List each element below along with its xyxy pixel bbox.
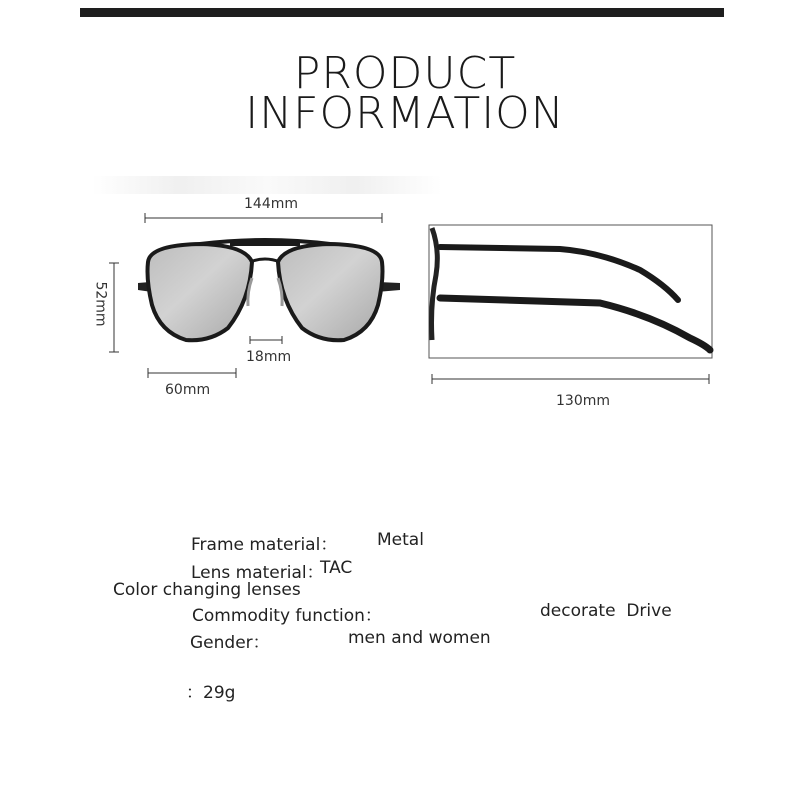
lens-material-value: TAC bbox=[320, 558, 353, 578]
frame-material-label: Frame material： bbox=[191, 535, 338, 555]
bridge-dimension-line bbox=[250, 336, 282, 344]
lens-material-label: Lens material： bbox=[191, 563, 324, 583]
width-label: 144mm bbox=[244, 196, 298, 212]
lens-label: 60mm bbox=[165, 382, 211, 398]
page-title-line1: PRODUCT bbox=[293, 48, 517, 99]
height-label: 52mm bbox=[92, 281, 109, 327]
weight-value: ：29g bbox=[186, 683, 236, 703]
width-dimension-line bbox=[145, 213, 382, 223]
glasses-front-view bbox=[138, 240, 400, 340]
function-label: Commodity function： bbox=[192, 606, 382, 626]
glasses-side-view bbox=[432, 228, 711, 350]
frame-material-value: Metal bbox=[377, 530, 424, 550]
temple-dimension-line bbox=[432, 374, 709, 384]
lens-feature: Color changing lenses bbox=[113, 580, 301, 600]
function-value: decorate Drive bbox=[540, 601, 672, 621]
height-dimension-line bbox=[109, 263, 119, 352]
temple-label: 130mm bbox=[556, 393, 610, 409]
lens-dimension-line bbox=[148, 368, 236, 378]
page-title-line2: INFORMATION bbox=[245, 88, 565, 139]
gender-value: men and women bbox=[348, 628, 491, 648]
bridge-label: 18mm bbox=[246, 349, 292, 365]
gender-label: Gender： bbox=[190, 633, 270, 653]
